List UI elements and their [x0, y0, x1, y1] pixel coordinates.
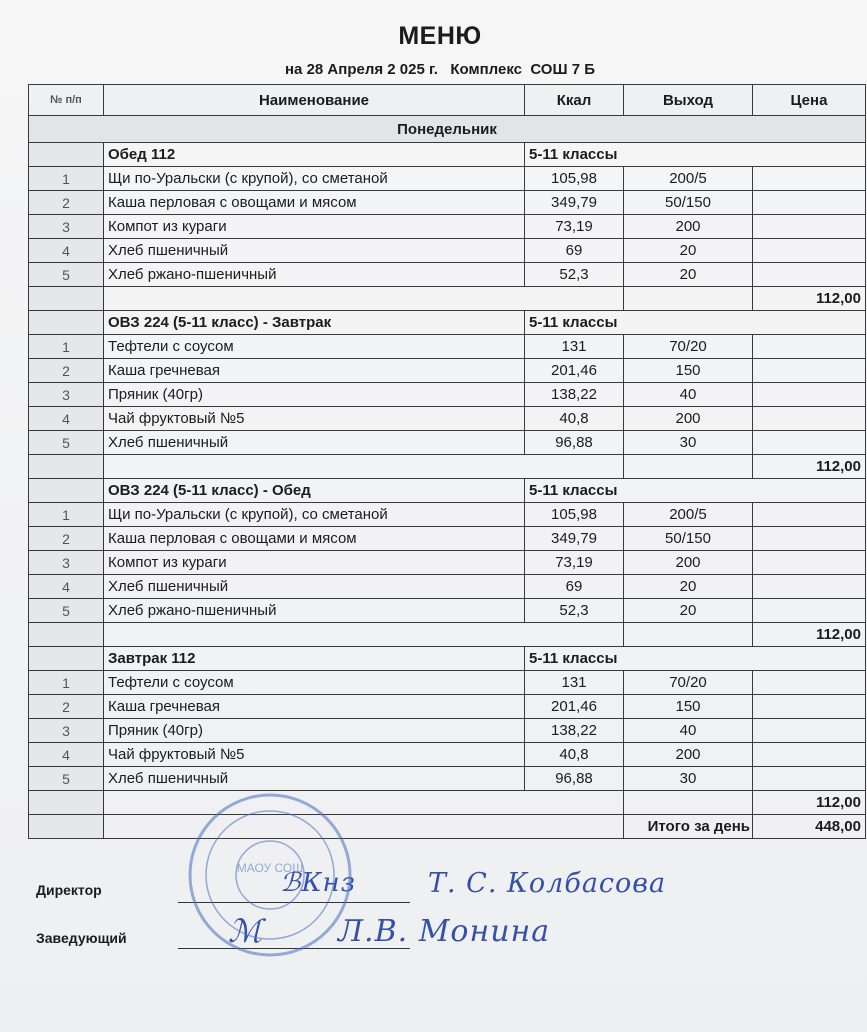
item-price: [753, 383, 866, 407]
item-kcal: 52,3: [525, 599, 624, 623]
subtotal-row: [29, 455, 866, 479]
section-header-row: [29, 143, 866, 167]
item-price: [753, 767, 866, 791]
item-num: 1: [29, 503, 104, 527]
subtotal-value: 112,00: [753, 791, 866, 815]
menu-item-row: [29, 359, 866, 383]
item-num: 2: [29, 527, 104, 551]
subtotal-spacer: [104, 791, 624, 815]
menu-item-row: [29, 671, 866, 695]
section-classes: 5-11 классы: [525, 479, 866, 503]
item-name: Хлеб пшеничный: [104, 431, 525, 455]
item-num: 1: [29, 671, 104, 695]
item-output: 50/150: [624, 191, 753, 215]
item-kcal: 96,88: [525, 431, 624, 455]
item-price: [753, 431, 866, 455]
item-num: 1: [29, 335, 104, 359]
menu-item-row: [29, 503, 866, 527]
manager-label: Заведующий: [36, 930, 127, 946]
item-kcal: 69: [525, 239, 624, 263]
item-kcal: 138,22: [525, 383, 624, 407]
stamp-text: МАОУ СОШ: [236, 861, 304, 875]
subtotal-spacer: [624, 791, 753, 815]
item-price: [753, 359, 866, 383]
menu-item-row: [29, 527, 866, 551]
item-num: 4: [29, 239, 104, 263]
menu-item-row: [29, 383, 866, 407]
item-price: [753, 743, 866, 767]
subtotal-spacer: [624, 287, 753, 311]
day-label: Понедельник: [29, 116, 866, 143]
item-price: [753, 263, 866, 287]
item-num: 3: [29, 215, 104, 239]
item-output: 70/20: [624, 671, 753, 695]
item-kcal: 105,98: [525, 503, 624, 527]
item-price: [753, 503, 866, 527]
item-num: 3: [29, 551, 104, 575]
menu-table: [28, 84, 866, 839]
item-price: [753, 527, 866, 551]
item-price: [753, 191, 866, 215]
item-output: 200: [624, 407, 753, 431]
item-price: [753, 215, 866, 239]
menu-item-row: [29, 215, 866, 239]
item-output: 40: [624, 719, 753, 743]
item-price: [753, 671, 866, 695]
section-num-cell: [29, 311, 104, 335]
subtotal-spacer: [624, 455, 753, 479]
menu-item-row: [29, 599, 866, 623]
subtotal-spacer: [104, 455, 624, 479]
item-num: 5: [29, 263, 104, 287]
section-num-cell: [29, 647, 104, 671]
subtotal-spacer: [104, 623, 624, 647]
menu-item-row: [29, 239, 866, 263]
menu-item-row: [29, 431, 866, 455]
director-label: Директор: [36, 882, 102, 898]
menu-body: [29, 116, 866, 839]
item-num: 2: [29, 359, 104, 383]
item-name: Компот из кураги: [104, 551, 525, 575]
item-output: 150: [624, 695, 753, 719]
subtotal-value: 112,00: [753, 623, 866, 647]
item-name: Компот из кураги: [104, 215, 525, 239]
subtotal-blank: [29, 455, 104, 479]
item-output: 30: [624, 431, 753, 455]
section-header-row: [29, 647, 866, 671]
item-num: 2: [29, 191, 104, 215]
item-num: 3: [29, 383, 104, 407]
item-num: 2: [29, 695, 104, 719]
item-name: Пряник (40гр): [104, 383, 525, 407]
menu-item-row: [29, 407, 866, 431]
item-name: Каша гречневая: [104, 695, 525, 719]
item-price: [753, 167, 866, 191]
item-output: 200/5: [624, 167, 753, 191]
section-title: ОВЗ 224 (5-11 класс) - Обед: [104, 479, 525, 503]
round-stamp-icon: [185, 790, 355, 960]
item-output: 20: [624, 575, 753, 599]
item-num: 3: [29, 719, 104, 743]
item-name: Хлеб пшеничный: [104, 767, 525, 791]
total-value: 448,00: [753, 815, 866, 839]
menu-item-row: [29, 263, 866, 287]
subtotal-value: 112,00: [753, 287, 866, 311]
item-kcal: 349,79: [525, 191, 624, 215]
section-num-cell: [29, 479, 104, 503]
item-kcal: 96,88: [525, 767, 624, 791]
item-price: [753, 335, 866, 359]
item-name: Каша перловая с овощами и мясом: [104, 191, 525, 215]
director-signature-mark: ℬКнз: [280, 868, 356, 898]
subtotal-value: 112,00: [753, 455, 866, 479]
manager-handwritten-name: Л.В. Монина: [338, 914, 551, 949]
item-num: 5: [29, 431, 104, 455]
section-title: Обед 112: [104, 143, 525, 167]
item-name: Тефтели с соусом: [104, 335, 525, 359]
item-kcal: 201,46: [525, 359, 624, 383]
item-output: 70/20: [624, 335, 753, 359]
subtotal-spacer: [104, 287, 624, 311]
document-title: МЕНЮ: [398, 22, 482, 50]
item-output: 50/150: [624, 527, 753, 551]
total-row: [29, 815, 866, 839]
subtotal-spacer: [624, 623, 753, 647]
menu-item-row: [29, 551, 866, 575]
item-name: Хлеб ржано-пшеничный: [104, 599, 525, 623]
item-num: 5: [29, 767, 104, 791]
item-output: 200: [624, 551, 753, 575]
item-output: 20: [624, 239, 753, 263]
item-price: [753, 239, 866, 263]
item-name: Хлеб пшеничный: [104, 239, 525, 263]
section-classes: 5-11 классы: [525, 143, 866, 167]
item-output: 200/5: [624, 503, 753, 527]
menu-item-row: [29, 167, 866, 191]
item-kcal: 201,46: [525, 695, 624, 719]
menu-item-row: [29, 695, 866, 719]
item-name: Чай фруктовый №5: [104, 407, 525, 431]
header-name: Наименование: [104, 85, 525, 116]
menu-item-row: [29, 335, 866, 359]
item-price: [753, 599, 866, 623]
item-price: [753, 695, 866, 719]
item-num: 1: [29, 167, 104, 191]
item-kcal: 40,8: [525, 407, 624, 431]
item-output: 40: [624, 383, 753, 407]
item-kcal: 73,19: [525, 551, 624, 575]
section-header-row: [29, 479, 866, 503]
section-header-row: [29, 311, 866, 335]
item-output: 20: [624, 599, 753, 623]
document-subtitle: на 28 Апреля 2 025 г. Комплекс СОШ 7 Б: [285, 61, 595, 78]
header-num: № п/п: [29, 85, 104, 116]
header-output: Выход: [624, 85, 753, 116]
section-title: Завтрак 112: [104, 647, 525, 671]
item-kcal: 52,3: [525, 263, 624, 287]
total-spacer: [104, 815, 624, 839]
item-price: [753, 407, 866, 431]
menu-item-row: [29, 767, 866, 791]
item-output: 20: [624, 263, 753, 287]
item-name: Каша гречневая: [104, 359, 525, 383]
header-row: [29, 85, 866, 116]
item-name: Щи по-Уральски (с крупой), со сметаной: [104, 167, 525, 191]
item-name: Хлеб ржано-пшеничный: [104, 263, 525, 287]
item-output: 30: [624, 767, 753, 791]
item-price: [753, 719, 866, 743]
item-name: Каша перловая с овощами и мясом: [104, 527, 525, 551]
section-classes: 5-11 классы: [525, 647, 866, 671]
subtotal-blank: [29, 623, 104, 647]
manager-signature-mark: ℳ: [228, 912, 264, 950]
menu-item-row: [29, 743, 866, 767]
subtotal-blank: [29, 791, 104, 815]
total-label: Итого за день: [624, 815, 753, 839]
subtotal-blank: [29, 287, 104, 311]
item-name: Щи по-Уральски (с крупой), со сметаной: [104, 503, 525, 527]
item-output: 150: [624, 359, 753, 383]
subtotal-row: [29, 287, 866, 311]
item-price: [753, 575, 866, 599]
item-kcal: 138,22: [525, 719, 624, 743]
subtotal-row: [29, 623, 866, 647]
item-num: 4: [29, 743, 104, 767]
item-kcal: 131: [525, 335, 624, 359]
item-kcal: 105,98: [525, 167, 624, 191]
section-title: ОВЗ 224 (5-11 класс) - Завтрак: [104, 311, 525, 335]
item-kcal: 40,8: [525, 743, 624, 767]
section-num-cell: [29, 143, 104, 167]
header-price: Цена: [753, 85, 866, 116]
item-kcal: 73,19: [525, 215, 624, 239]
item-name: Чай фруктовый №5: [104, 743, 525, 767]
total-blank: [29, 815, 104, 839]
item-num: 4: [29, 575, 104, 599]
item-kcal: 69: [525, 575, 624, 599]
item-output: 200: [624, 215, 753, 239]
day-row: [29, 116, 866, 143]
item-output: 200: [624, 743, 753, 767]
menu-item-row: [29, 575, 866, 599]
menu-item-row: [29, 719, 866, 743]
item-name: Тефтели с соусом: [104, 671, 525, 695]
director-handwritten-name: Т. С. Колбасова: [428, 868, 667, 899]
menu-item-row: [29, 191, 866, 215]
item-name: Хлеб пшеничный: [104, 575, 525, 599]
header-kcal: Ккал: [525, 85, 624, 116]
item-kcal: 131: [525, 671, 624, 695]
item-num: 4: [29, 407, 104, 431]
item-name: Пряник (40гр): [104, 719, 525, 743]
section-classes: 5-11 классы: [525, 311, 866, 335]
item-price: [753, 551, 866, 575]
subtotal-row: [29, 791, 866, 815]
item-num: 5: [29, 599, 104, 623]
item-kcal: 349,79: [525, 527, 624, 551]
